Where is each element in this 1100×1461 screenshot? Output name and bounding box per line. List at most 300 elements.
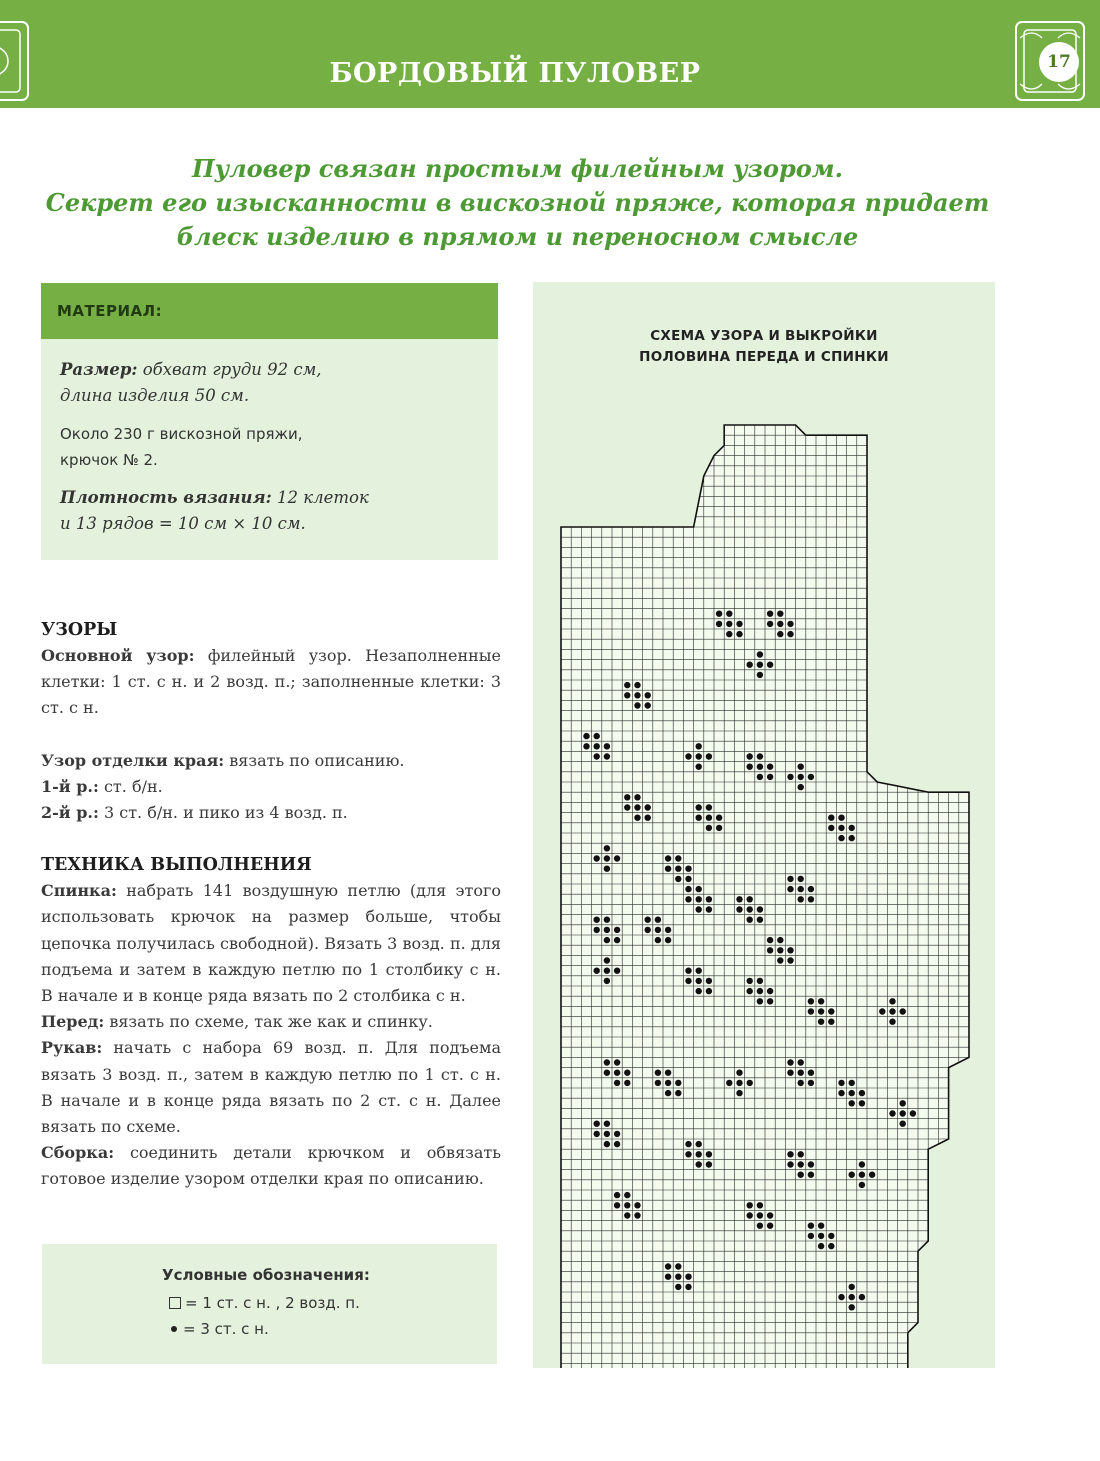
filled-cell-dot (706, 804, 712, 810)
filled-cell-dot (696, 978, 702, 984)
filled-cell-dot (787, 886, 793, 892)
filled-cell-dot (716, 825, 722, 831)
filled-cell-dot (716, 621, 722, 627)
filled-cell-dot (838, 1080, 844, 1086)
filled-cell-dot (798, 1070, 804, 1076)
chart-panel (533, 282, 995, 1368)
filled-cell-dot (706, 815, 712, 821)
filled-cell-dot (706, 988, 712, 994)
filled-cell-dot (594, 927, 600, 933)
filled-cell-dot (808, 774, 814, 780)
filled-cell-dot (767, 662, 773, 668)
filled-cell-icon (171, 1326, 177, 1332)
legend-title: Условные обозначения: (162, 1266, 370, 1284)
filled-cell-dot (614, 1080, 620, 1086)
filled-cell-dot (869, 1172, 875, 1178)
front-instructions (41, 1009, 501, 1035)
filled-cell-dot (818, 1223, 824, 1229)
filled-cell-dot (736, 621, 742, 627)
filled-cell-dot (634, 815, 640, 821)
filled-cell-dot (614, 927, 620, 933)
filled-cell-dot (838, 825, 844, 831)
filled-cell-dot (685, 866, 691, 872)
filled-cell-dot (849, 1100, 855, 1106)
filled-cell-dot (655, 1080, 661, 1086)
filled-cell-dot (757, 1223, 763, 1229)
edge-pattern-text: вязать по описанию. (229, 750, 405, 770)
filled-cell-dot (665, 1274, 671, 1280)
chart-grid (561, 425, 969, 1368)
filled-cell-dot (665, 1090, 671, 1096)
filled-cell-dot (747, 753, 753, 759)
filled-cell-dot (696, 1151, 702, 1157)
filled-cell-dot (706, 825, 712, 831)
filled-cell-dot (604, 1141, 610, 1147)
filled-cell-dot (889, 998, 895, 1004)
filled-cell-dot (665, 927, 671, 933)
filled-cell-dot (757, 753, 763, 759)
edge-pattern (41, 748, 501, 774)
filled-cell-dot (808, 1172, 814, 1178)
filled-cell-dot (849, 1172, 855, 1178)
filled-cell-dot (849, 1304, 855, 1310)
yarn-line2: крючок № 2. (60, 451, 158, 469)
edge-row2 (41, 800, 501, 826)
filled-cell-dot (634, 804, 640, 810)
material-heading: МАТЕРИАЛ: (41, 283, 498, 339)
density-line2: и 13 рядов = 10 см × 10 см. (60, 514, 306, 533)
density-label: Плотность вязания: (60, 488, 272, 507)
filled-cell-dot (798, 764, 804, 770)
filled-cell-dot (828, 1233, 834, 1239)
filled-cell-dot (787, 1161, 793, 1167)
filled-cell-dot (726, 621, 732, 627)
assembly-label: Сборка: (41, 1143, 115, 1163)
filled-cell-dot (696, 1141, 702, 1147)
filled-cell-dot (645, 702, 651, 708)
filled-cell-dot (849, 1284, 855, 1290)
filled-cell-dot (808, 1080, 814, 1086)
filled-cell-dot (594, 917, 600, 923)
filled-cell-dot (818, 998, 824, 1004)
filled-cell-dot (685, 1284, 691, 1290)
edge-pattern-label: Узор отделки края: (41, 750, 225, 770)
filled-cell-dot (777, 947, 783, 953)
filled-cell-dot (655, 927, 661, 933)
filled-cell-dot (696, 804, 702, 810)
filled-cell-dot (818, 1233, 824, 1239)
filled-cell-dot (706, 1161, 712, 1167)
filled-cell-dot (767, 611, 773, 617)
filled-cell-dot (645, 917, 651, 923)
filled-cell-dot (808, 886, 814, 892)
filled-cell-dot (685, 1141, 691, 1147)
filled-cell-dot (645, 927, 651, 933)
filled-cell-dot (604, 968, 610, 974)
filled-cell-dot (757, 906, 763, 912)
filled-cell-dot (787, 1059, 793, 1065)
filled-cell-dot (624, 1192, 630, 1198)
filled-cell-dot (859, 1090, 865, 1096)
filled-cell-dot (777, 957, 783, 963)
filled-cell-dot (757, 917, 763, 923)
legend-empty-text: = 1 ст. с н. , 2 возд. п. (185, 1294, 360, 1312)
chart-title-line1: СХЕМА УЗОРА И ВЫКРОЙКИ (650, 328, 878, 344)
filled-cell-dot (594, 1121, 600, 1127)
filled-cell-dot (624, 1080, 630, 1086)
filled-cell-dot (594, 743, 600, 749)
sleeve-label: Рукав: (41, 1038, 103, 1058)
back-text: набрать 141 воздушную петлю (для этого использовать крючок на размер больше, чтобы цепочка получилась свободной). Вязать 3 возд. п. для подъема и затем в каждую петлю по 1 столбику с н. В начале и в конце ряда вязать по 2 столбика с н. (41, 881, 501, 1006)
filled-cell-dot (736, 906, 742, 912)
filled-cell-dot (900, 1008, 906, 1014)
filled-cell-dot (675, 1263, 681, 1269)
filled-cell-dot (757, 764, 763, 770)
filled-cell-dot (798, 1080, 804, 1086)
filled-cell-dot (604, 937, 610, 943)
yarn-line1: Около 230 г вискозной пряжи, (60, 425, 303, 443)
filled-cell-dot (685, 978, 691, 984)
filled-cell-dot (900, 1110, 906, 1116)
filled-cell-dot (798, 784, 804, 790)
filled-cell-dot (604, 866, 610, 872)
filled-cell-dot (685, 753, 691, 759)
size-label: Размер: (60, 360, 138, 379)
filled-cell-dot (757, 774, 763, 780)
filled-cell-dot (665, 1070, 671, 1076)
filled-cell-dot (736, 1090, 742, 1096)
filled-cell-dot (818, 1243, 824, 1249)
filled-cell-dot (726, 1080, 732, 1086)
filled-cell-dot (685, 896, 691, 902)
filled-cell-dot (828, 1243, 834, 1249)
filled-cell-dot (747, 896, 753, 902)
sleeve-text: начать с набора 69 возд. п. Для подъема вязать 3 возд. п., затем в каждую петлю по 1 ст. с н. В начале и в конце ряда вязать по 2 ст. с н. Далее вязать по схеме. (41, 1038, 501, 1137)
filled-cell-dot (808, 1233, 814, 1239)
filled-cell-dot (838, 1294, 844, 1300)
filled-cell-dot (838, 1090, 844, 1096)
filled-cell-dot (777, 621, 783, 627)
filled-cell-dot (747, 978, 753, 984)
filled-cell-dot (716, 611, 722, 617)
chart-title-line2: ПОЛОВИНА ПЕРЕДА И СПИНКИ (639, 349, 889, 365)
filled-cell-dot (757, 672, 763, 678)
filled-cell-dot (757, 651, 763, 657)
filled-cell-dot (645, 815, 651, 821)
filled-cell-dot (706, 753, 712, 759)
filled-cell-dot (767, 1212, 773, 1218)
filled-cell-dot (859, 1294, 865, 1300)
yarn-info (60, 421, 485, 473)
patterns-heading: УЗОРЫ (41, 620, 118, 640)
filled-cell-dot (808, 1223, 814, 1229)
filled-cell-dot (675, 1090, 681, 1096)
filled-cell-dot (726, 631, 732, 637)
filled-cell-dot (614, 855, 620, 861)
filled-cell-dot (634, 794, 640, 800)
filled-cell-dot (889, 1019, 895, 1025)
filled-cell-dot (787, 631, 793, 637)
filled-cell-dot (696, 743, 702, 749)
filled-cell-dot (614, 968, 620, 974)
filled-cell-dot (798, 1151, 804, 1157)
filled-cell-dot (767, 998, 773, 1004)
filled-cell-dot (594, 968, 600, 974)
filled-cell-dot (634, 702, 640, 708)
filled-cell-dot (685, 968, 691, 974)
filled-cell-dot (675, 855, 681, 861)
main-pattern-text: филейный узор. Незаполненные клетки: 1 ст. с н. и 2 возд. п.; заполненные клетки: 3 ст. с н. (41, 646, 501, 718)
legend-filled-text: = 3 ст. с н. (183, 1320, 269, 1338)
filet-chart (533, 282, 995, 1368)
filled-cell-dot (624, 794, 630, 800)
filled-cell-dot (747, 988, 753, 994)
filled-cell-dot (828, 815, 834, 821)
filled-cell-dot (808, 1008, 814, 1014)
filled-cell-dot (614, 1059, 620, 1065)
filled-cell-dot (675, 866, 681, 872)
technique-heading: ТЕХНИКА ВЫПОЛНЕНИЯ (41, 855, 312, 876)
density-line1: 12 клеток (277, 488, 369, 507)
filled-cell-dot (604, 1059, 610, 1065)
page-number: 17 (1039, 42, 1079, 82)
filled-cell-dot (614, 1131, 620, 1137)
filled-cell-dot (757, 1212, 763, 1218)
row1-text: ст. б/н. (103, 776, 163, 796)
filled-cell-dot (634, 1202, 640, 1208)
sleeve-instructions (41, 1035, 501, 1140)
filled-cell-dot (798, 1161, 804, 1167)
filled-cell-dot (696, 753, 702, 759)
filled-cell-dot (818, 1008, 824, 1014)
filled-cell-dot (604, 978, 610, 984)
filled-cell-dot (604, 845, 610, 851)
row2-label: 2-й р.: (41, 803, 99, 823)
main-pattern (41, 643, 501, 722)
filled-cell-dot (859, 1172, 865, 1178)
filled-cell-dot (828, 825, 834, 831)
filled-cell-dot (583, 733, 589, 739)
filled-cell-dot (787, 957, 793, 963)
filled-cell-dot (665, 866, 671, 872)
filled-cell-dot (706, 896, 712, 902)
filled-cell-dot (645, 804, 651, 810)
material-box (41, 283, 498, 560)
filled-cell-dot (787, 876, 793, 882)
filled-cell-dot (696, 968, 702, 974)
filled-cell-dot (879, 1008, 885, 1014)
filled-cell-dot (849, 835, 855, 841)
filled-cell-dot (808, 1070, 814, 1076)
filled-cell-dot (808, 896, 814, 902)
filled-cell-dot (696, 906, 702, 912)
row1-label: 1-й р.: (41, 776, 99, 796)
filled-cell-dot (675, 876, 681, 882)
assembly-text: соединить детали крючком и обвязать готовое изделие узором отделки края по описанию. (41, 1143, 501, 1189)
filled-cell-dot (726, 611, 732, 617)
filled-cell-dot (736, 1070, 742, 1076)
filled-cell-dot (614, 1141, 620, 1147)
filled-cell-dot (849, 1080, 855, 1086)
filled-cell-dot (757, 1202, 763, 1208)
filled-cell-dot (665, 855, 671, 861)
filled-cell-dot (757, 998, 763, 1004)
row2-text: 3 ст. б/н. и пико из 4 возд. п. (103, 803, 348, 823)
back-label: Спинка: (41, 881, 117, 901)
filled-cell-dot (808, 998, 814, 1004)
filled-cell-dot (838, 835, 844, 841)
filled-cell-dot (706, 1151, 712, 1157)
filled-cell-dot (624, 1070, 630, 1076)
filled-cell-dot (685, 876, 691, 882)
filled-cell-dot (594, 1131, 600, 1137)
filled-cell-dot (910, 1110, 916, 1116)
filled-cell-dot (808, 1161, 814, 1167)
filled-cell-dot (828, 1019, 834, 1025)
filled-cell-dot (614, 937, 620, 943)
filled-cell-dot (685, 886, 691, 892)
filled-cell-dot (777, 937, 783, 943)
filled-cell-dot (706, 906, 712, 912)
filled-cell-dot (798, 774, 804, 780)
filled-cell-dot (624, 692, 630, 698)
filled-cell-dot (798, 896, 804, 902)
filled-cell-dot (604, 855, 610, 861)
filled-cell-dot (777, 611, 783, 617)
filled-cell-dot (624, 1212, 630, 1218)
page-title: БОРДОВЫЙ ПУЛОВЕР (329, 58, 701, 89)
filled-cell-dot (583, 743, 589, 749)
empty-cell-icon (169, 1297, 181, 1309)
filled-cell-dot (696, 1161, 702, 1167)
front-label: Перед: (41, 1012, 105, 1032)
filled-cell-dot (614, 1202, 620, 1208)
filled-cell-dot (634, 1212, 640, 1218)
filled-cell-dot (777, 631, 783, 637)
filled-cell-dot (696, 764, 702, 770)
filled-cell-dot (767, 774, 773, 780)
density-info (60, 485, 485, 537)
filled-cell-dot (798, 1172, 804, 1178)
filled-cell-dot (696, 896, 702, 902)
filled-cell-dot (665, 1080, 671, 1086)
size-line1: обхват груди 92 см, (142, 360, 322, 379)
filled-cell-dot (594, 753, 600, 759)
filled-cell-dot (787, 621, 793, 627)
intro-line: Секрет его изысканности в вискозной пряже, которая придает (45, 188, 990, 217)
size-line2: длина изделия 50 см. (60, 386, 250, 405)
filled-cell-dot (604, 753, 610, 759)
filled-cell-dot (747, 917, 753, 923)
filled-cell-dot (767, 988, 773, 994)
filled-cell-dot (828, 1008, 834, 1014)
filled-cell-dot (747, 662, 753, 668)
filled-cell-dot (849, 1294, 855, 1300)
filled-cell-dot (696, 815, 702, 821)
filled-cell-dot (900, 1100, 906, 1106)
filled-cell-dot (798, 886, 804, 892)
filled-cell-dot (747, 1080, 753, 1086)
legend-box (42, 1244, 497, 1364)
size-info (60, 357, 485, 409)
filled-cell-dot (624, 804, 630, 810)
filled-cell-dot (675, 1274, 681, 1280)
filled-cell-dot (634, 692, 640, 698)
filled-cell-dot (859, 1100, 865, 1106)
instructions-column (41, 617, 501, 1193)
filled-cell-dot (767, 621, 773, 627)
filled-cell-dot (665, 1263, 671, 1269)
filled-cell-dot (757, 662, 763, 668)
filled-cell-dot (787, 774, 793, 780)
filled-cell-dot (747, 1212, 753, 1218)
intro-line: Пуловер связан простым филейным узором. (192, 154, 843, 183)
intro-line: блеск изделию в прямом и переносном смысле (176, 222, 859, 251)
filled-cell-dot (798, 1059, 804, 1065)
filled-cell-dot (614, 1192, 620, 1198)
filled-cell-dot (685, 1151, 691, 1157)
filled-cell-dot (787, 1070, 793, 1076)
filled-cell-dot (665, 937, 671, 943)
edge-row1 (41, 774, 501, 800)
filled-cell-dot (889, 1110, 895, 1116)
filled-cell-dot (604, 1131, 610, 1137)
page-header (0, 0, 1100, 108)
filled-cell-dot (655, 917, 661, 923)
legend-filled-row (169, 1320, 269, 1338)
filled-cell-dot (604, 917, 610, 923)
filled-cell-dot (787, 947, 793, 953)
front-text: вязать по схеме, так же как и спинку. (109, 1012, 433, 1032)
filled-cell-dot (757, 988, 763, 994)
filled-cell-dot (736, 631, 742, 637)
filled-cell-dot (838, 815, 844, 821)
filled-cell-dot (604, 743, 610, 749)
main-pattern-label: Основной узор: (41, 646, 195, 665)
filled-cell-dot (604, 927, 610, 933)
filled-cell-dot (849, 1090, 855, 1096)
filled-cell-dot (757, 978, 763, 984)
filled-cell-dot (889, 1008, 895, 1014)
filled-cell-dot (736, 1080, 742, 1086)
filled-cell-dot (614, 1070, 620, 1076)
filled-cell-dot (900, 1121, 906, 1127)
filled-cell-dot (767, 1223, 773, 1229)
filled-cell-dot (594, 733, 600, 739)
filled-cell-dot (787, 1151, 793, 1157)
filled-cell-dot (594, 855, 600, 861)
filled-cell-dot (634, 682, 640, 688)
filled-cell-dot (767, 764, 773, 770)
assembly-instructions (41, 1140, 501, 1192)
filled-cell-dot (849, 825, 855, 831)
intro-text (40, 152, 995, 254)
filled-cell-dot (645, 692, 651, 698)
material-body (60, 357, 485, 549)
filled-cell-dot (655, 937, 661, 943)
filled-cell-dot (736, 896, 742, 902)
filled-cell-dot (675, 1284, 681, 1290)
legend-empty-row (169, 1294, 360, 1312)
filled-cell-dot (747, 764, 753, 770)
filled-cell-dot (604, 957, 610, 963)
back-instructions (41, 878, 501, 1009)
filled-cell-dot (706, 978, 712, 984)
filled-cell-dot (859, 1161, 865, 1167)
filled-cell-dot (604, 1070, 610, 1076)
filled-cell-dot (767, 937, 773, 943)
filled-cell-dot (685, 1274, 691, 1280)
